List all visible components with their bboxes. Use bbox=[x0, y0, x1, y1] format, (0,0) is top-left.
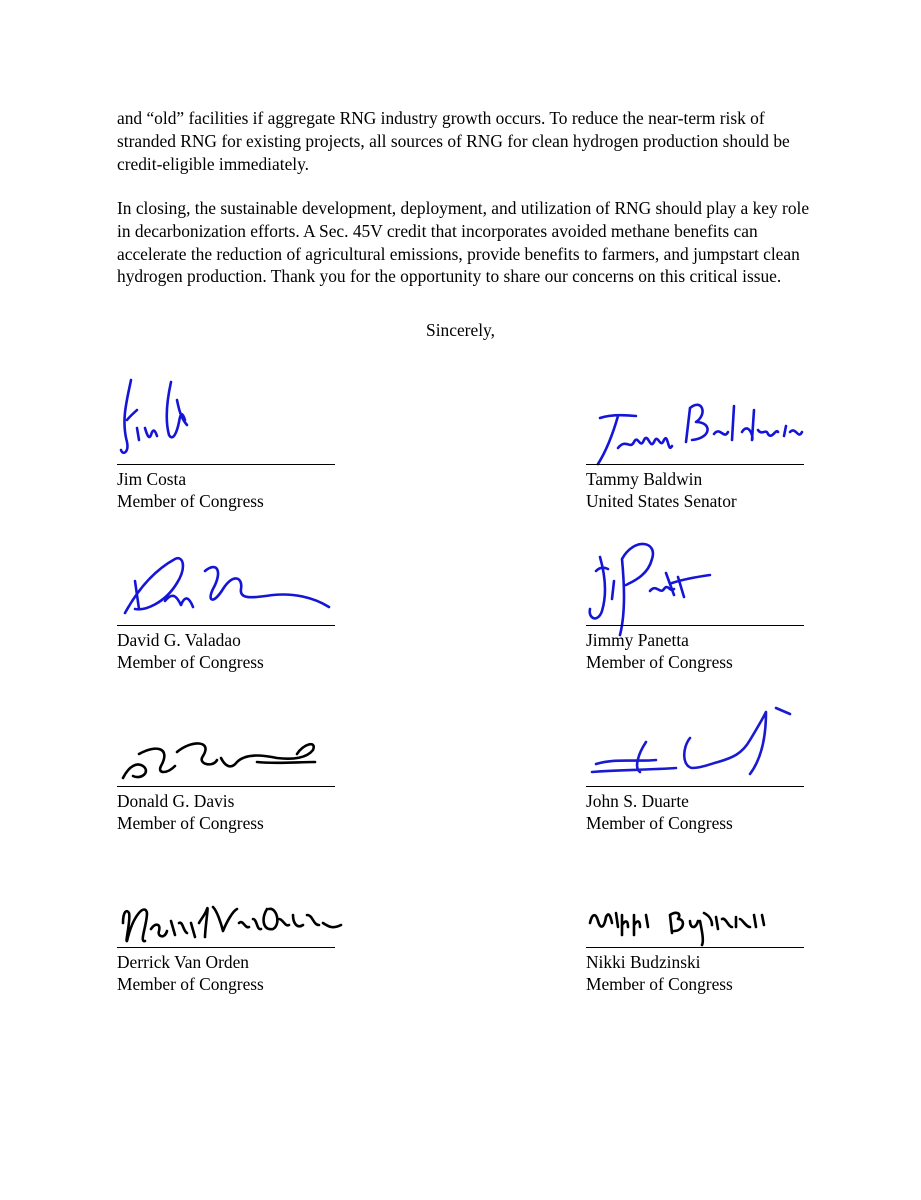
signature-line bbox=[586, 464, 804, 465]
signature-line bbox=[586, 625, 804, 626]
signatory-name: Donald G. Davis bbox=[117, 791, 235, 811]
jimmy-panetta-signature bbox=[586, 531, 846, 631]
signatory-name: Nikki Budzinski bbox=[586, 952, 701, 972]
signatory-title: Member of Congress bbox=[117, 974, 264, 994]
signatory-title: Member of Congress bbox=[117, 813, 264, 833]
body-paragraph-2: In closing, the sustainable development, deployment, and utilization of RNG should play a key role in decarbonization efforts. A Sec. 45V credit that incorporates avoided methane benefits can accelerate the reduction of agricultural emissions, provide benefits to farmers, and jumpstart clean hydrogen production. Thank you for the opportunity to share our concerns on this critical issue. bbox=[117, 198, 810, 287]
closing-salutation: Sincerely, bbox=[426, 320, 495, 340]
signatory-name: Jim Costa bbox=[117, 469, 187, 489]
signatory-title: Member of Congress bbox=[586, 652, 733, 672]
signature-line bbox=[117, 625, 335, 626]
david-g-valadao-signature bbox=[117, 531, 377, 631]
signatory-name: Jimmy Panetta bbox=[586, 630, 689, 650]
signature-line bbox=[117, 786, 335, 787]
signatory-title: Member of Congress bbox=[586, 974, 733, 994]
derrick-van-orden-signature bbox=[117, 853, 377, 953]
signature-line bbox=[586, 786, 804, 787]
signatory-name: Derrick Van Orden bbox=[117, 952, 249, 972]
signature-line bbox=[117, 947, 335, 948]
signature-line bbox=[586, 947, 804, 948]
signatory-title: Member of Congress bbox=[117, 652, 264, 672]
john-s-duarte-signature bbox=[586, 692, 846, 792]
signatory-name: David G. Valadao bbox=[117, 630, 241, 650]
signatory-name: Tammy Baldwin bbox=[586, 469, 703, 489]
nikki-budzinski-signature bbox=[586, 853, 846, 953]
signatory-title: United States Senator bbox=[586, 491, 737, 511]
tammy-baldwin-signature bbox=[586, 370, 846, 470]
body-paragraph-1: and “old” facilities if aggregate RNG industry growth occurs. To reduce the near-term risk of stranded RNG for existing projects, all sources of RNG for clean hydrogen production should be credit-eligible immediately. bbox=[117, 108, 790, 174]
signature-line bbox=[117, 464, 335, 465]
signatory-title: Member of Congress bbox=[117, 491, 264, 511]
jim-costa-signature bbox=[117, 370, 377, 470]
signatory-title: Member of Congress bbox=[586, 813, 733, 833]
donald-g-davis-signature bbox=[117, 692, 377, 792]
signatory-name: John S. Duarte bbox=[586, 791, 689, 811]
